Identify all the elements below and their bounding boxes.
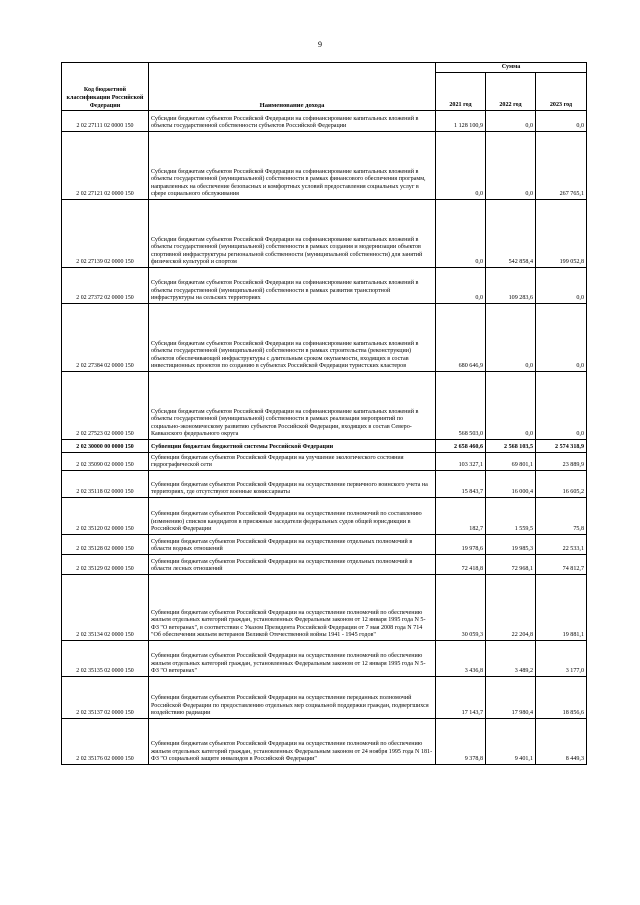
table-row — [62, 471, 587, 498]
revenue-table — [61, 62, 587, 765]
amount-2021-cell: 9 378,8 — [436, 719, 486, 765]
revenue-name-cell: Субвенции бюджетам субъектов Российской Федерации на осуществление полномочий по составлению (изменению) списков кандидатов в присяжные заседатели федеральных судов общей юрисдикции в Российской Федерации — [149, 498, 436, 535]
table-row — [62, 677, 587, 719]
amount-2021-cell: 0,0 — [436, 268, 486, 304]
budget-code-cell: 2 02 30000 00 0000 150 — [62, 440, 149, 453]
budget-code-cell: 2 02 27523 02 0000 150 — [62, 372, 149, 440]
amount-2022-cell: 22 204,8 — [486, 575, 536, 641]
amount-2022-cell: 0,0 — [486, 111, 536, 132]
header-code: Код бюджетной классификации Российской Федерации — [62, 63, 149, 111]
revenue-name-cell: Субвенции бюджетам субъектов Российской Федерации на улучшение экологического состояния гидрографической сети — [149, 453, 436, 471]
revenue-name-cell: Субсидии бюджетам субъектов Российской Федерации на софинансирование капитальных вложений в объекты государственной (муниципальной) собственности в рамках реализации мероприятий по социально-экономическому развитию субъектов Российской Федерации, входящих в состав Северо-Кавказского федерального округа — [149, 372, 436, 440]
budget-code-cell: 2 02 35137 02 0000 150 — [62, 677, 149, 719]
table-row — [62, 111, 587, 132]
table-row — [62, 372, 587, 440]
header-year-2021: 2021 год — [436, 73, 486, 111]
amount-2022-cell: 1 559,5 — [486, 498, 536, 535]
amount-2022-cell: 19 985,3 — [486, 535, 536, 555]
table-row — [62, 132, 587, 200]
amount-2023-cell: 75,8 — [536, 498, 587, 535]
amount-2023-cell: 199 052,8 — [536, 200, 587, 268]
budget-code-cell: 2 02 35090 02 0000 150 — [62, 453, 149, 471]
amount-2021-cell: 3 436,8 — [436, 641, 486, 677]
amount-2023-cell: 74 812,7 — [536, 555, 587, 575]
table-row — [62, 641, 587, 677]
amount-2021-cell: 0,0 — [436, 132, 486, 200]
amount-2023-cell: 0,0 — [536, 268, 587, 304]
amount-2022-cell: 69 801,1 — [486, 453, 536, 471]
header-name: Наименование дохода — [149, 63, 436, 111]
amount-2022-cell: 542 858,4 — [486, 200, 536, 268]
budget-code-cell: 2 02 35134 02 0000 150 — [62, 575, 149, 641]
amount-2023-cell: 22 533,1 — [536, 535, 587, 555]
budget-code-cell: 2 02 27139 02 0000 150 — [62, 200, 149, 268]
budget-code-cell: 2 02 27384 02 0000 150 — [62, 304, 149, 372]
amount-2022-cell: 2 568 103,5 — [486, 440, 536, 453]
budget-code-cell: 2 02 27111 02 0000 150 — [62, 111, 149, 132]
amount-2021-cell: 30 059,3 — [436, 575, 486, 641]
amount-2021-cell: 680 646,9 — [436, 304, 486, 372]
amount-2021-cell: 1 128 100,9 — [436, 111, 486, 132]
amount-2022-cell: 72 968,1 — [486, 555, 536, 575]
amount-2023-cell: 18 856,6 — [536, 677, 587, 719]
budget-code-cell: 2 02 35120 02 0000 150 — [62, 498, 149, 535]
revenue-name-cell: Субвенции бюджетам бюджетной системы Российской Федерации — [149, 440, 436, 453]
amount-2021-cell: 17 143,7 — [436, 677, 486, 719]
amount-2023-cell: 0,0 — [536, 304, 587, 372]
amount-2023-cell: 19 881,1 — [536, 575, 587, 641]
amount-2023-cell: 3 177,0 — [536, 641, 587, 677]
budget-code-cell: 2 02 35176 02 0000 150 — [62, 719, 149, 765]
amount-2023-cell: 267 765,1 — [536, 132, 587, 200]
amount-2021-cell: 0,0 — [436, 200, 486, 268]
amount-2021-cell: 103 327,1 — [436, 453, 486, 471]
amount-2023-cell: 0,0 — [536, 111, 587, 132]
revenue-name-cell: Субвенции бюджетам субъектов Российской Федерации на осуществление полномочий по обеспечению жильем отдельных категорий граждан, установленных Федеральным законом от 24 ноября 1995 года N 181-ФЗ "О социальной защите инвалидов в Российской Федерации" — [149, 719, 436, 765]
amount-2022-cell: 16 000,4 — [486, 471, 536, 498]
table-row — [62, 268, 587, 304]
budget-code-cell: 2 02 35129 02 0000 150 — [62, 555, 149, 575]
header-sum: Сумма — [436, 63, 587, 73]
amount-2022-cell: 3 489,2 — [486, 641, 536, 677]
revenue-name-cell: Субвенции бюджетам субъектов Российской Федерации на осуществление полномочий по обеспечению жильем отдельных категорий граждан, установленных Федеральным законом от 12 января 1995 года N 5-ФЗ "О ветеранах" — [149, 641, 436, 677]
table-row — [62, 555, 587, 575]
budget-code-cell: 2 02 35135 02 0000 150 — [62, 641, 149, 677]
table-row — [62, 440, 587, 453]
header-year-2023: 2023 год — [536, 73, 587, 111]
amount-2021-cell: 2 658 460,6 — [436, 440, 486, 453]
revenue-name-cell: Субсидии бюджетам субъектов Российской Федерации на софинансирование капитальных вложений в объекты государственной (муниципальной) собственности в рамках строительства (реконструкции) объектов обеспечивающей инфраструктуры с длительным сроком окупаемости, входящих в состав инвестиционных проектов по созданию в субъектах Российской Федерации туристских кластеров — [149, 304, 436, 372]
amount-2023-cell: 16 605,2 — [536, 471, 587, 498]
revenue-name-cell: Субсидии бюджетам субъектов Российской Федерации на софинансирование капитальных вложений в объекты государственной (муниципальной) собственности в рамках развития транспортной инфраструктуры на сельских территориях — [149, 268, 436, 304]
budget-code-cell: 2 02 35128 02 0000 150 — [62, 535, 149, 555]
amount-2023-cell: 8 449,3 — [536, 719, 587, 765]
amount-2021-cell: 72 418,8 — [436, 555, 486, 575]
revenue-name-cell: Субвенции бюджетам субъектов Российской Федерации на осуществление отдельных полномочий в области водных отношений — [149, 535, 436, 555]
revenue-name-cell: Субсидии бюджетам субъектов Российской Федерации на софинансирование капитальных вложений в объекты государственной (муниципальной) собственности в рамках создания и модернизации объектов спортивной инфраструктуры региональной собственности (муниципальной собственности) для занятий физической культурой и спортом — [149, 200, 436, 268]
amount-2021-cell: 15 843,7 — [436, 471, 486, 498]
amount-2023-cell: 23 889,9 — [536, 453, 587, 471]
revenue-name-cell: Субсидии бюджетам субъектов Российской Федерации на софинансирование капитальных вложений в объекты государственной (муниципальной) собственности в рамках финансового обеспечения программ, направленных на обеспечение безопасных и комфортных условий предоставления социальных услуг в сфере социального обслуживания — [149, 132, 436, 200]
amount-2022-cell: 0,0 — [486, 132, 536, 200]
amount-2021-cell: 19 978,6 — [436, 535, 486, 555]
table-row — [62, 200, 587, 268]
amount-2023-cell: 0,0 — [536, 372, 587, 440]
table-row — [62, 498, 587, 535]
table-row — [62, 304, 587, 372]
amount-2021-cell: 182,7 — [436, 498, 486, 535]
amount-2022-cell: 0,0 — [486, 304, 536, 372]
table-row — [62, 575, 587, 641]
table-row — [62, 453, 587, 471]
header-year-2022: 2022 год — [486, 73, 536, 111]
amount-2021-cell: 568 503,0 — [436, 372, 486, 440]
revenue-name-cell: Субвенции бюджетам субъектов Российской Федерации на осуществление отдельных полномочий в области лесных отношений — [149, 555, 436, 575]
amount-2022-cell: 9 401,1 — [486, 719, 536, 765]
revenue-name-cell: Субсидии бюджетам субъектов Российской Федерации на софинансирование капитальных вложений в объекты государственной собственности субъектов Российской Федерации — [149, 111, 436, 132]
revenue-name-cell: Субвенции бюджетам субъектов Российской Федерации на осуществление полномочий по обеспечению жильем отдельных категорий граждан, установленных Федеральным законом от 12 января 1995 года N 5-ФЗ "О ветеранах", в соответствии с Указом Президента Российской Федерации от 7 мая 2008 года N 714 "Об обеспечении жильем ветеранов Великой Отечественной войны 1941 - 1945 годов" — [149, 575, 436, 641]
revenue-name-cell: Субвенции бюджетам субъектов Российской Федерации на осуществление первичного воинского учета на территориях, где отсутствуют военные комиссариаты — [149, 471, 436, 498]
page-number: 9 — [318, 40, 322, 49]
budget-code-cell: 2 02 27372 02 0000 150 — [62, 268, 149, 304]
table-row — [62, 719, 587, 765]
amount-2023-cell: 2 574 318,9 — [536, 440, 587, 453]
amount-2022-cell: 17 980,4 — [486, 677, 536, 719]
amount-2022-cell: 109 283,6 — [486, 268, 536, 304]
table-row — [62, 535, 587, 555]
revenue-name-cell: Субвенции бюджетам субъектов Российской Федерации на осуществление переданных полномочий Российской Федерации по предоставлению отдельных мер социальной поддержки граждан, подвергшихся воздействию радиации — [149, 677, 436, 719]
amount-2022-cell: 0,0 — [486, 372, 536, 440]
budget-code-cell: 2 02 35118 02 0000 150 — [62, 471, 149, 498]
budget-code-cell: 2 02 27121 02 0000 150 — [62, 132, 149, 200]
